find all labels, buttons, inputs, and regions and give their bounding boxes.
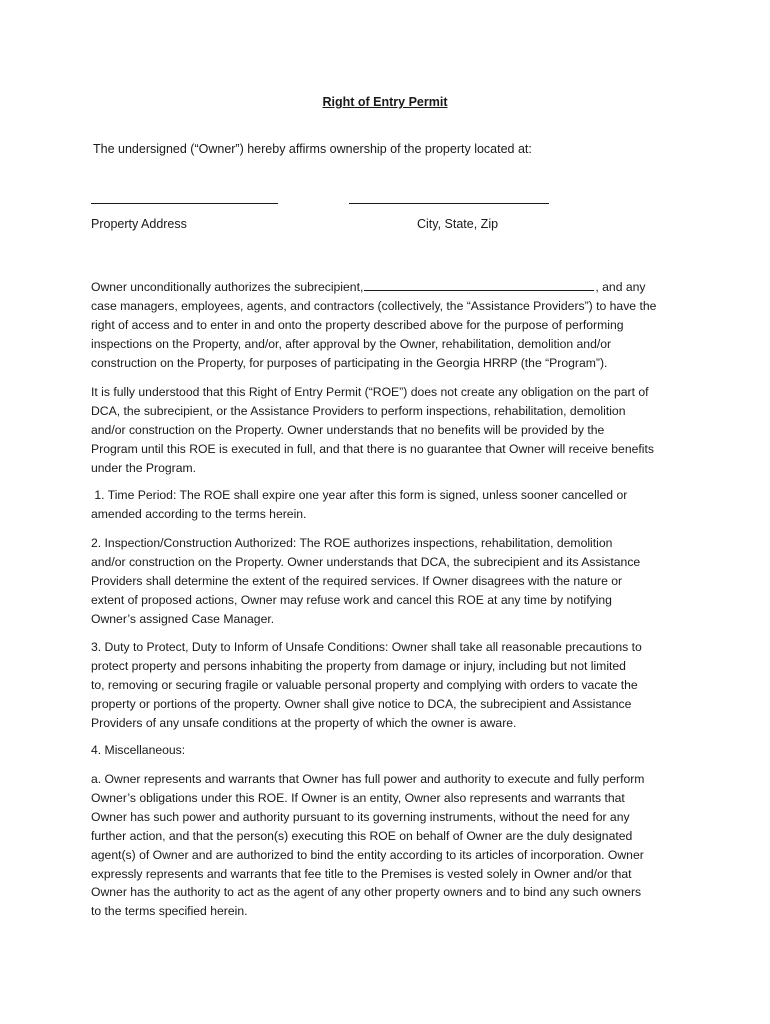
property-address-blank[interactable] [91,202,278,204]
paragraph-line: Owner has such power and authority pursuant to its governing instruments, without the need for any [91,809,630,824]
paragraph-line: Providers shall determine the extent of the required services. If Owner disagrees with the nature or [91,573,623,588]
authorization-paragraph [91,278,691,373]
city-state-zip-blank[interactable] [349,202,549,204]
paragraph-line: and/or construction on the Property. Owner understands that DCA, the subrecipient and its Assistance [91,554,641,569]
paragraph-line: Owner has the authority to act as the agent of any other property owners and to bind any such owners [91,885,642,900]
paragraph-line: inspections on the Property, and/or, after approval by the Owner, rehabilitation, demolition and/or [91,336,612,351]
paragraph-line: under the Program. [91,460,197,475]
paragraph-line: property or portions of the property. Owner shall give notice to DCA, the subrecipient and Assistance [91,696,632,711]
paragraph-line: It is fully understood that this Right of Entry Permit (“ROE”) does not create any obligation on the part of [91,385,649,399]
paragraph-line: 4. Miscellaneous: [91,743,186,757]
intro-statement: The undersigned (“Owner”) hereby affirms ownership of the property located at: [93,142,532,156]
paragraph-line: amended according to the terms herein. [91,506,307,521]
paragraph-line: 1. Time Period: The ROE shall expire one year after this form is signed, unless sooner cancelled or [91,488,628,502]
paragraph-line: protect property and persons inhabiting the property from damage or injury, including but not limited [91,658,626,673]
section-4-heading [91,741,691,760]
paragraph-line: and/or construction on the Property. Owner understands that no benefits will be provided by the [91,422,605,437]
authorization-first-line [91,278,691,297]
city-state-zip-label: City, State, Zip [417,217,499,231]
section-1-time-period [91,486,691,524]
section-2-inspection-construction [91,534,691,629]
understanding-paragraph [91,383,691,478]
paragraph-line: 3. Duty to Protect, Duty to Inform of Unsafe Conditions: Owner shall take all reasonable precautions to [91,640,642,654]
paragraph-line: extent of proposed actions, Owner may refuse work and cancel this ROE at any time by notifying [91,592,612,607]
property-address-label: Property Address [91,217,187,231]
paragraph-line: case managers, employees, agents, and contractors (collectively, the “Assistance Providers”) to have the [91,298,657,313]
paragraph-line: Owner’s assigned Case Manager. [91,611,275,626]
document-title: Right of Entry Permit [322,95,448,109]
paragraph-line: Owner’s obligations under this ROE. If Owner is an entity, Owner also represents and warrants that [91,790,625,805]
paragraph-line: right of access and to enter in and onto the property described above for the purpose of performing [91,317,624,332]
paragraph-line: construction on the Property, for purposes of participating in the Georgia HRRP (the “Program”). [91,355,608,370]
authorization-trail-text: , and any [595,280,646,294]
paragraph-line: agent(s) of Owner and are authorized to bind the entity according to its articles of incorporation. Owner [91,847,644,862]
paragraph-line: a. Owner represents and warrants that Owner has full power and authority to execute and fully perform [91,772,645,786]
paragraph-line: further action, and that the person(s) executing this ROE on behalf of Owner are the duly designated [91,828,633,843]
paragraph-line: DCA, the subrecipient, or the Assistance Providers to perform inspections, rehabilitation, demolition [91,403,626,418]
paragraph-line: to, removing or securing fragile or valuable personal property and complying with orders to vacate the [91,677,638,692]
section-4a-representations [91,770,691,921]
paragraph-line: Program until this ROE is executed in full, and that there is no guarantee that Owner will receive benefits [91,441,654,456]
authorization-lead-text: Owner unconditionally authorizes the subrecipient, [91,280,364,294]
paragraph-line: expressly represents and warrants that fee title to the Premises is vested solely in Owner and/or that [91,866,632,881]
paragraph-line: Providers of any unsafe conditions at the property of which the owner is aware. [91,715,517,730]
subrecipient-blank[interactable] [364,279,594,291]
section-3-duty-to-protect [91,638,691,733]
paragraph-line: to the terms specified herein. [91,904,248,919]
paragraph-line: 2. Inspection/Construction Authorized: The ROE authorizes inspections, rehabilitation, demolition [91,536,613,550]
